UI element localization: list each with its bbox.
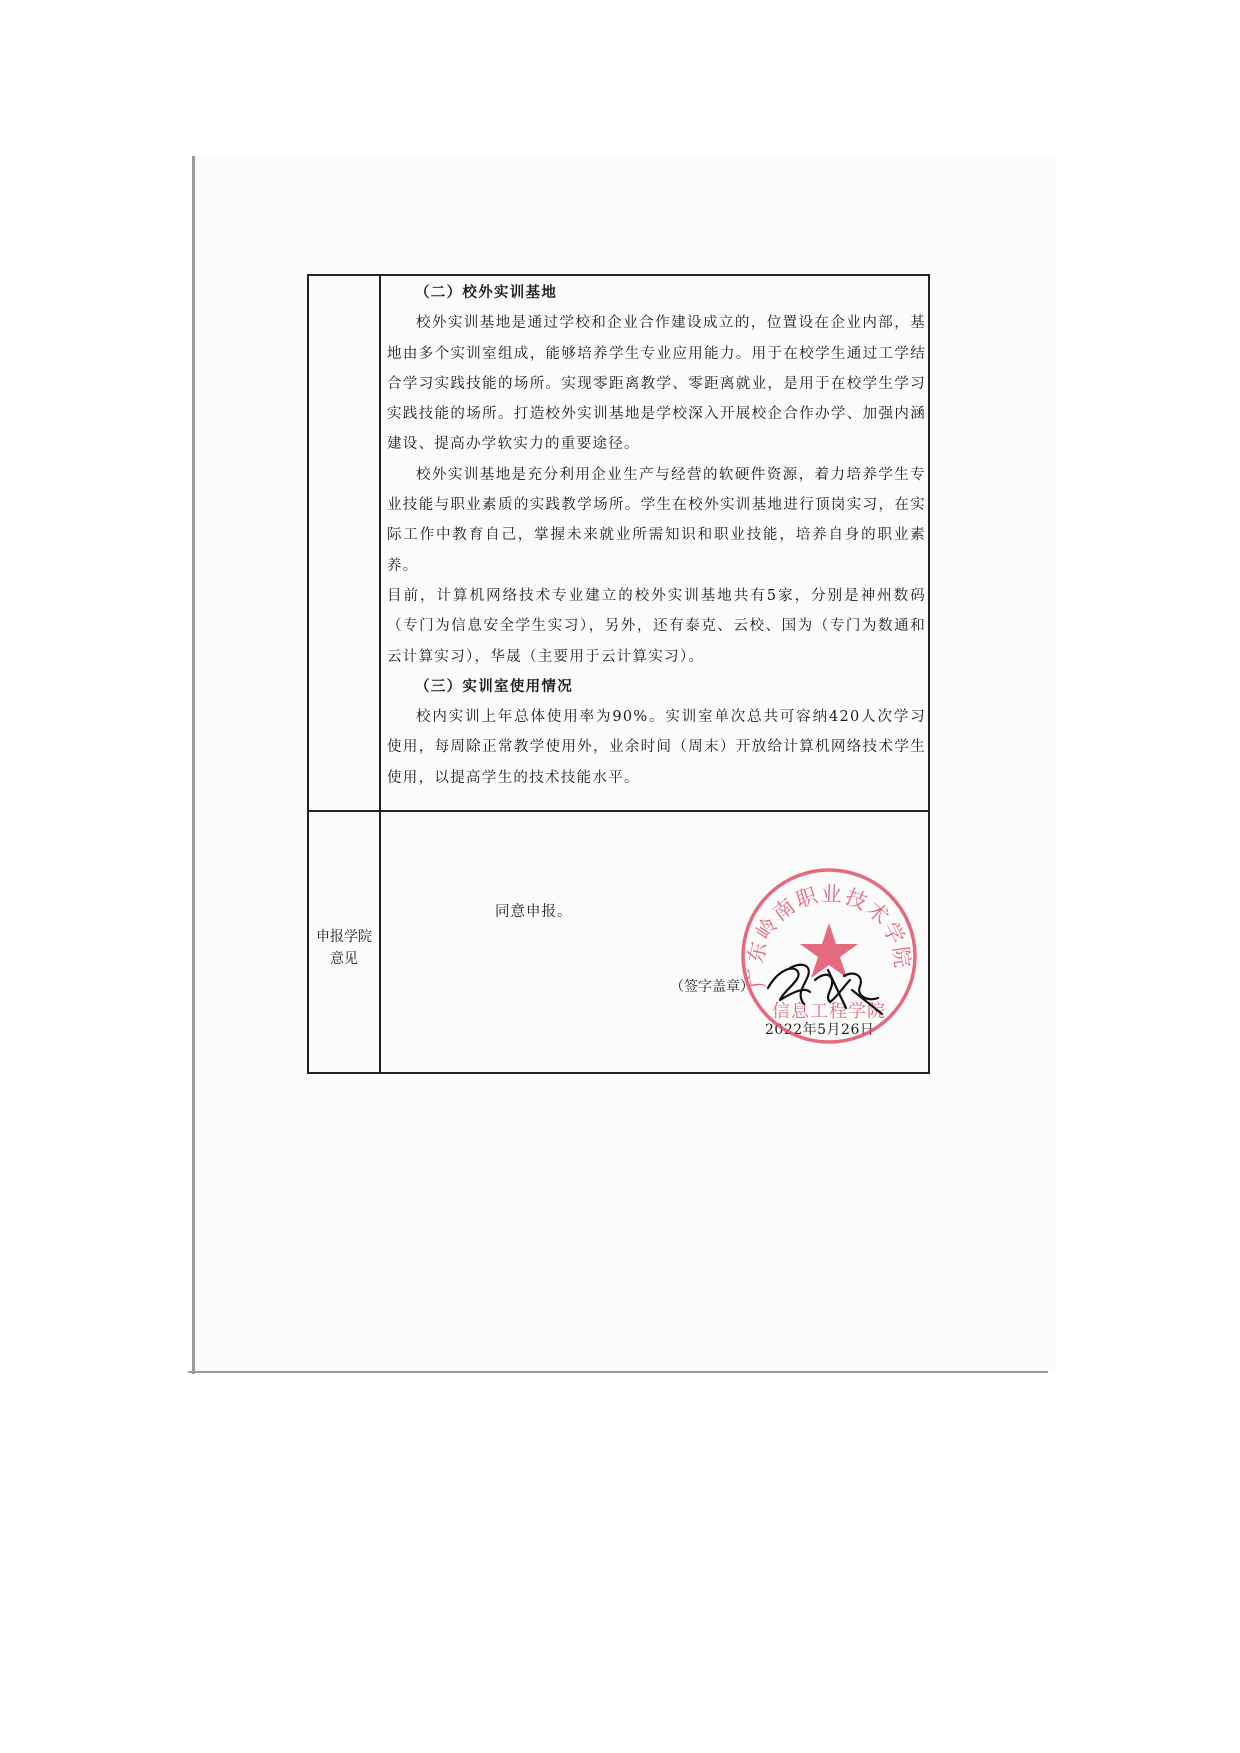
section3-paragraph-1: 校内实训上年总体使用率为90%。实训室单次总共可容纳420人次学习使用，每周除正常教学使用外，业余时间（周末）开放给计算机网络技术学生使用，以提高学生的技术技能水平。	[387, 709, 926, 786]
handwritten-signature	[760, 950, 890, 1020]
section2-paragraph-2: 校外实训基地是充分利用企业生产与经营的软硬件资源，着力培养学生专业技能与职业素质的实践教学场所。学生在校外实训基地进行顶岗实习，在实际工作中教育自己，掌握未来就业所需知识和职业技能，培养自身的职业素养。	[387, 466, 926, 574]
row-divider	[309, 810, 928, 812]
opinion-text: 同意申报。	[495, 904, 573, 920]
section3-heading: （三）实训室使用情况	[415, 677, 573, 695]
opinion-label-line2: 意见	[330, 951, 358, 967]
content-cell	[381, 276, 928, 808]
svg-text:广东岭南职业技术学院: 广东岭南职业技术学院	[743, 881, 915, 990]
opinion-label-line1: 申报学院	[316, 929, 372, 945]
section2-paragraph-1: 校外实训基地是通过学校和企业合作建设成立的，位置设在企业内部，基地由多个实训室组成，能够培养学生专业应用能力。用于在校学生通过工学结合学习实践技能的场所。实现零距离教学、零距离就业，是用于在校学生学习实践技能的场所。打造校外实训基地是学校深入开展校企合作办学、加强内涵建设、提高办学软实力的重要途径。	[387, 315, 926, 453]
page-edge-line	[188, 1371, 1048, 1373]
section2-heading: （二）校外实训基地	[415, 284, 558, 301]
sign-label: （签字盖章）	[670, 979, 754, 995]
date-text: 2022年5月26日	[765, 1022, 875, 1038]
opinion-label	[311, 926, 377, 970]
section2-paragraph-3: 目前，计算机网络技术专业建立的校外实训基地共有5家，分别是神州数码（专门为信息安全学生实习），另外，还有泰克、云校、国为（专门为数通和云计算实习），华晟（主要用于云计算实习）。	[387, 587, 926, 665]
svg-text:信息工程学院: 信息工程学院	[772, 1001, 886, 1022]
